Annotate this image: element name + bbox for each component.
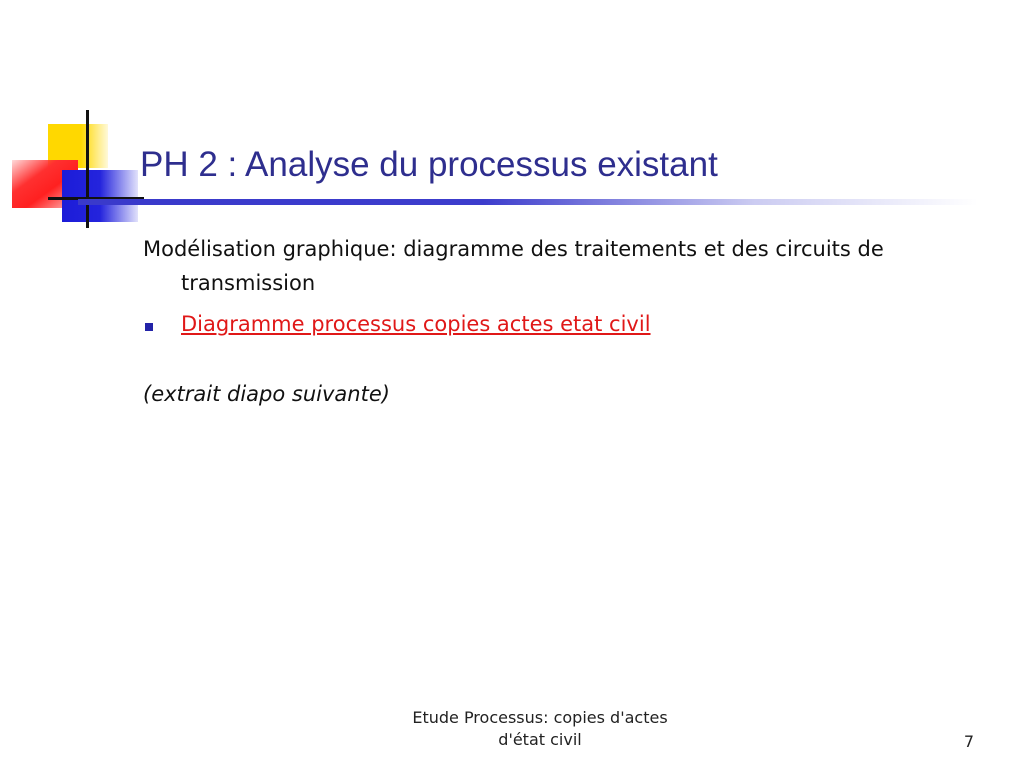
footer-line-1: Etude Processus: copies d'actes bbox=[412, 708, 668, 727]
diagram-link[interactable]: Diagramme processus copies actes etat civil bbox=[181, 312, 651, 336]
note-text: (extrait diapo suivante) bbox=[143, 382, 390, 406]
intro-paragraph: Modélisation graphique: diagramme des traitements et des circuits de transmission bbox=[143, 237, 884, 295]
title-underline bbox=[78, 199, 978, 205]
bullet-item bbox=[143, 307, 993, 341]
page-number: 7 bbox=[963, 732, 974, 751]
slide-body bbox=[143, 232, 993, 411]
slide-footer bbox=[380, 707, 700, 751]
logo-vertical-line bbox=[86, 110, 89, 228]
footer-line-2: d'état civil bbox=[498, 730, 582, 749]
logo-blue-square bbox=[62, 170, 138, 222]
slide-title: PH 2 : Analyse du processus existant bbox=[140, 145, 718, 184]
square-bullet-icon bbox=[145, 323, 153, 331]
